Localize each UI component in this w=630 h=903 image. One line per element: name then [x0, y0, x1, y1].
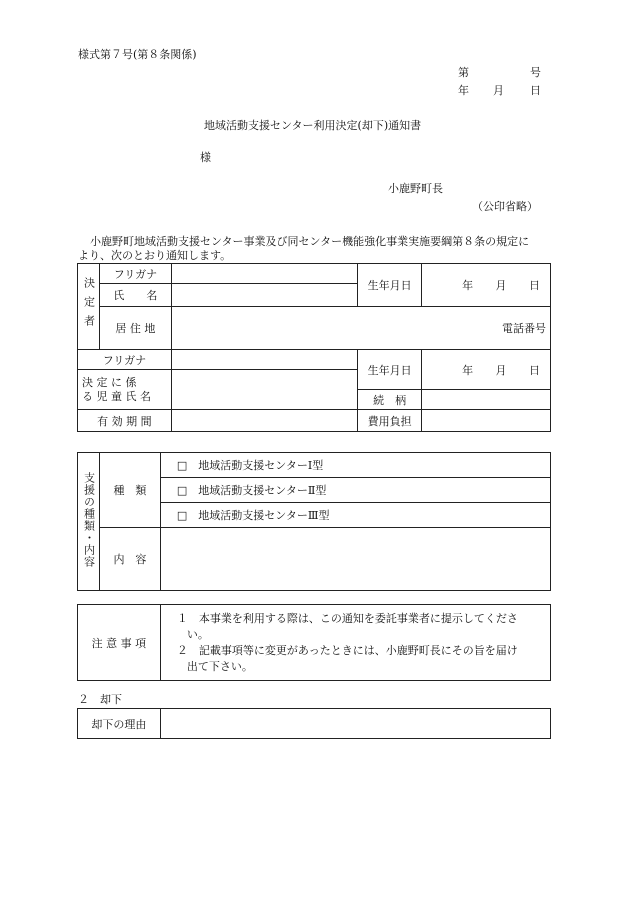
number-dai: 第 [458, 66, 469, 79]
decision-table [77, 263, 551, 432]
rejection-table [77, 708, 551, 739]
note2-line2: 出て下さい。 [186, 659, 253, 673]
furigana-field[interactable] [171, 264, 357, 284]
child-birthdate-label: 生年月日 [358, 350, 422, 390]
birthdate-field[interactable] [422, 264, 551, 307]
child-birthdate-field[interactable] [422, 350, 551, 390]
validity-field[interactable] [171, 410, 357, 432]
relationship-field[interactable] [422, 390, 551, 410]
number-go: 号 [530, 66, 541, 79]
notes-content [160, 605, 550, 681]
child-furigana-label: フリガナ [78, 350, 172, 370]
child-birth-hi: 日 [528, 363, 540, 377]
date-tsuki: 月 [493, 84, 504, 97]
address-field[interactable] [171, 307, 550, 350]
validity-label: 有 効 期 間 [78, 410, 172, 432]
child-birth-tsuki: 月 [495, 363, 507, 377]
option-type-3[interactable]: □ 地域活動支援センターⅢ型 [160, 503, 550, 528]
child-name-label: 決 定 に 係 る 児 童 氏 名 [78, 370, 172, 410]
option-type-2[interactable]: □ 地域活動支援センターⅡ型 [160, 478, 550, 503]
birth-tsuki: 月 [495, 279, 507, 292]
birth-hi: 日 [528, 279, 540, 292]
section-rejection-heading: ２ 却下 [78, 693, 122, 706]
address-label: 居 住 地 [99, 307, 171, 350]
cost-field[interactable] [422, 410, 551, 432]
content-label: 内 容 [99, 528, 160, 591]
rejection-reason-label: 却下の理由 [78, 709, 161, 739]
child-furigana-field[interactable] [171, 350, 357, 370]
support-type-table [77, 452, 551, 591]
seal-omitted: （公印省略） [472, 200, 538, 213]
date-nen: 年 [458, 84, 469, 97]
kettei-label: 決定者 [78, 264, 100, 350]
date-hi: 日 [530, 84, 541, 97]
child-name-field[interactable] [171, 370, 357, 410]
birthdate-label: 生年月日 [358, 264, 422, 307]
content-field[interactable] [160, 528, 550, 591]
phone-label: 電話番号 [502, 322, 546, 335]
support-type-side-label: 支援の種類・内容 [78, 453, 100, 591]
addressee-sama: 様 [200, 151, 211, 164]
note1-line2: い。 [186, 627, 209, 641]
birth-nen: 年 [462, 279, 474, 292]
note2-line1: ２ 記載事項等に変更があったときには、小鹿野町長にその旨を届け [176, 643, 518, 657]
relationship-label: 続 柄 [358, 390, 422, 410]
child-birth-nen: 年 [462, 363, 474, 377]
note1-line1: １ 本事業を利用する際は、この通知を委託事業者に提示してくださ [176, 611, 518, 625]
name-field[interactable] [171, 284, 357, 307]
form-number: 様式第７号(第８条関係) [78, 48, 197, 61]
option-type-1[interactable]: □ 地域活動支援センターⅠ型 [160, 453, 550, 478]
type-label: 種 類 [99, 453, 160, 528]
name-label: 氏 名 [99, 284, 171, 307]
furigana-label: フリガナ [99, 264, 171, 284]
notes-label: 注 意 事 項 [78, 605, 161, 681]
rejection-reason-field[interactable] [160, 709, 550, 739]
body-text-line1: 小鹿野町地域活動支援センター事業及び同センター機能強化事業実施要綱第８条の規定に [90, 235, 530, 248]
document-title: 地域活動支援センター利用決定(却下)通知書 [204, 119, 422, 132]
body-text-line2: より、次のとおり通知します。 [78, 249, 232, 262]
issuer-name: 小鹿野町長 [388, 182, 443, 195]
notes-table [77, 604, 551, 681]
cost-label: 費用負担 [358, 410, 422, 432]
